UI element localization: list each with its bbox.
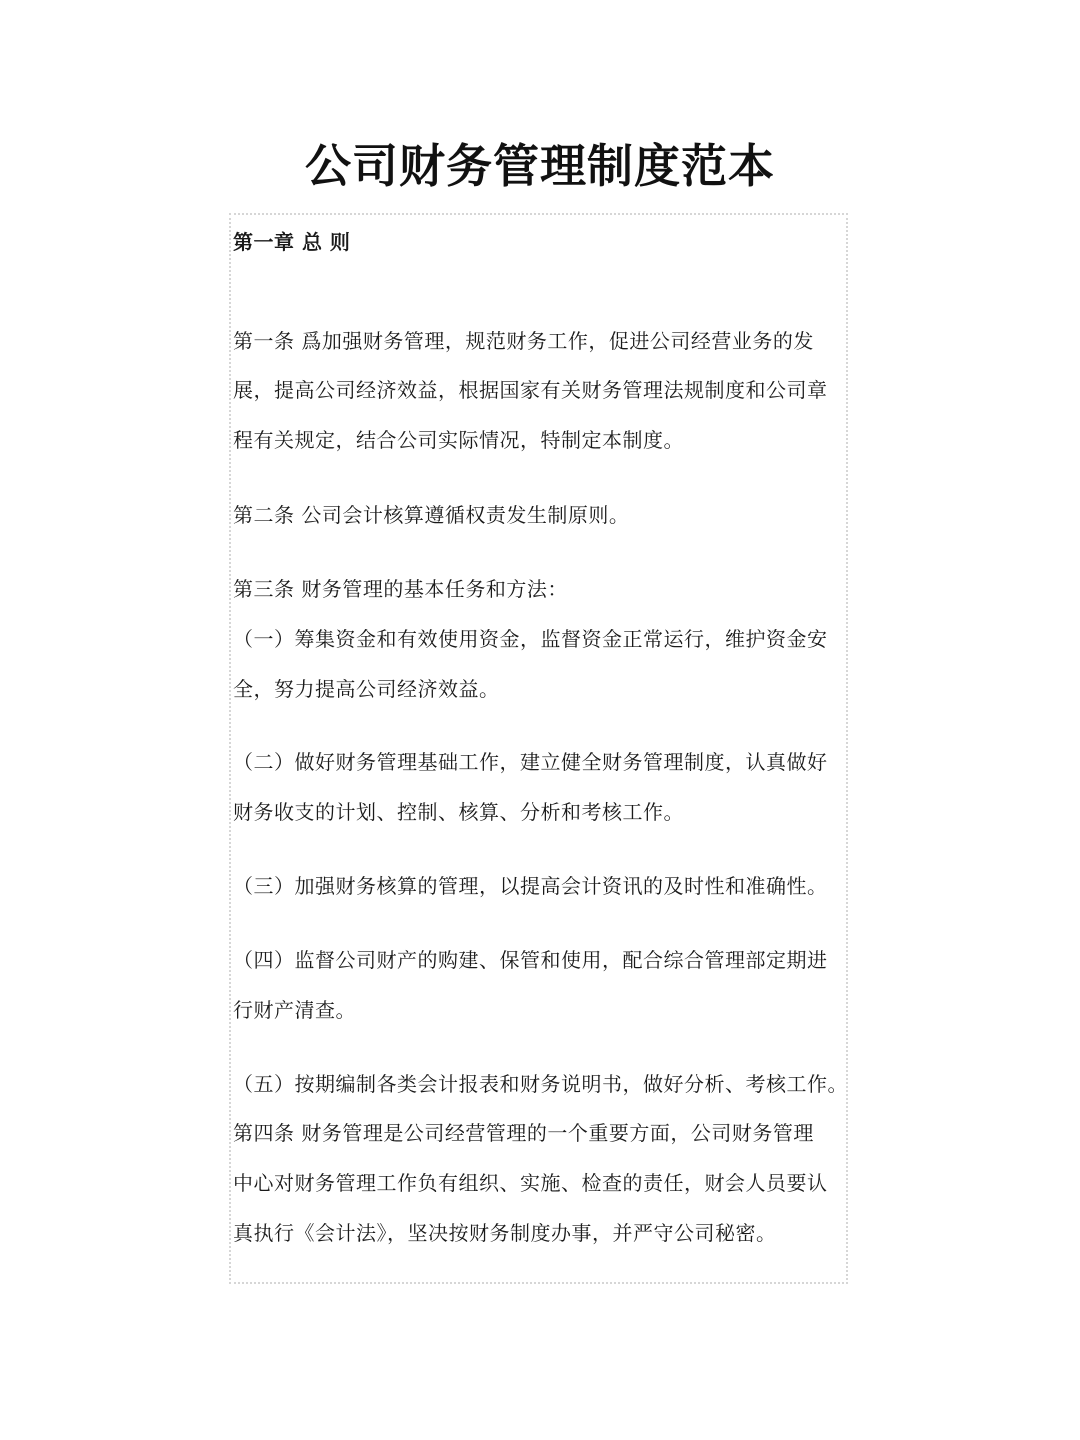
item-5-line-1: （五）按期编制各类会计报表和财务说明书，做好分析、考核工作。: [233, 1072, 848, 1096]
item-1-line-1: （一）筹集资金和有效使用资金，监督资金正常运行，维护资金安: [233, 627, 828, 651]
article-1-line-3: 程有关规定，结合公司实际情况，特制定本制度。: [233, 428, 684, 452]
article-4-line-3: 真执行《会计法》，坚决按财务制度办事，并严守公司秘密。: [233, 1221, 777, 1245]
article-1-line-2: 展，提高公司经济效益，根据国家有关财务管理法规制度和公司章: [233, 378, 828, 402]
item-2-line-1: （二）做好财务管理基础工作，建立健全财务管理制度，认真做好: [233, 750, 828, 774]
item-1-line-2: 全，努力提高公司经济效益。: [233, 677, 500, 701]
item-2-line-2: 财务收支的计划、控制、核算、分析和考核工作。: [233, 800, 684, 824]
article-4-line-1: 第四条 财务管理是公司经营管理的一个重要方面，公司财务管理: [233, 1121, 814, 1145]
article-3-line-1: 第三条 财务管理的基本任务和方法：: [233, 577, 568, 601]
document-title: 公司财务管理制度范本: [305, 139, 775, 193]
article-1-line-1: 第一条 爲加强财务管理，规范财务工作，促进公司经营业务的发: [233, 329, 814, 353]
item-3-line-1: （三）加强财务核算的管理，以提高会计资讯的及时性和准确性。: [233, 874, 828, 898]
chapter-heading: 第一章 总 则: [233, 230, 351, 254]
item-4-line-2: 行财产清查。: [233, 998, 356, 1022]
article-2-line-1: 第二条 公司会计核算遵循权责发生制原则。: [233, 503, 630, 527]
item-4-line-1: （四）监督公司财产的购建、保管和使用，配合综合管理部定期进: [233, 948, 828, 972]
article-4-line-2: 中心对财务管理工作负有组织、实施、检查的责任，财会人员要认: [233, 1171, 828, 1195]
